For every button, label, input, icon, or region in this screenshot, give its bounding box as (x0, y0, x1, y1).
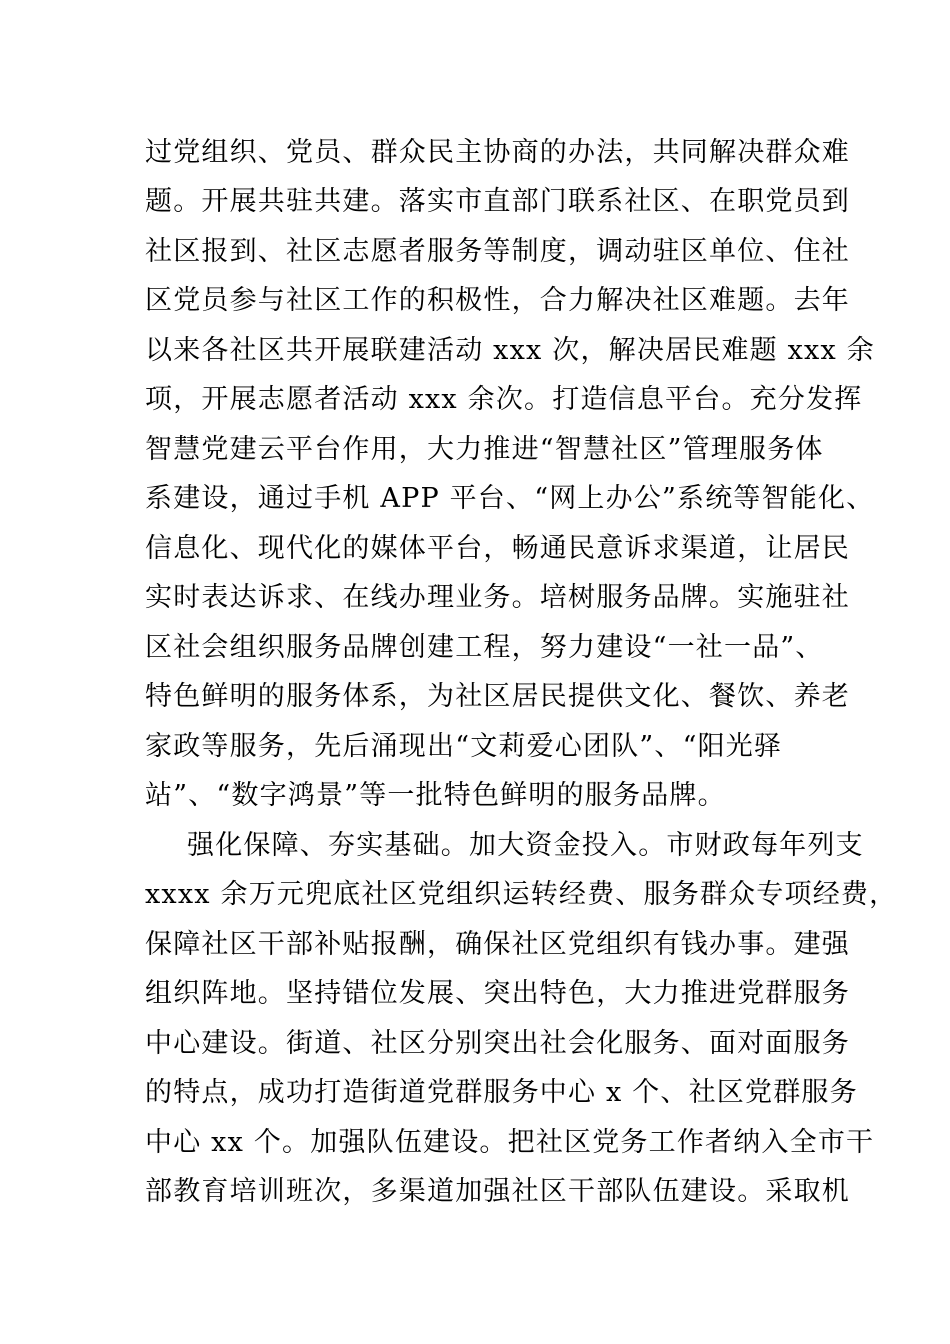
text-line: 家政等服务，先后涌现出“文莉爱心团队”、“阳光驿 (145, 731, 783, 762)
text-line: 区社会组织服务品牌创建工程，努力建设“一社一品”、 (145, 632, 824, 663)
text-line: 智慧党建云平台作用，大力推进“智慧社区”管理服务体 (145, 434, 824, 465)
text-line: 区党员参与社区工作的积极性，合力解决社区难题。去年 (145, 285, 850, 316)
text-line: 以来各社区共开展联建活动 xxx 次，解决居民难题 xxx 余 (145, 335, 875, 366)
text-line: 中心建设。街道、社区分别突出社会化服务、面对面服务 (145, 1028, 850, 1059)
text-line: 系建设，通过手机 APP 平台、“网上办公”系统等智能化、 (145, 483, 875, 514)
text-line: 项，开展志愿者活动 xxx 余次。打造信息平台。充分发挥 (145, 384, 863, 415)
text-line: 题。开展共驻共建。落实市直部门联系社区、在职党员到 (145, 186, 850, 217)
text-line: xxxx 余万元兜底社区党组织运转经费、服务群众专项经费， (145, 879, 898, 910)
text-line: 部教育培训班次，多渠道加强社区干部队伍建设。采取机 (145, 1176, 850, 1207)
text-line: 特色鲜明的服务体系，为社区居民提供文化、餐饮、养老 (145, 681, 850, 712)
text-line: 中心 xx 个。加强队伍建设。把社区党务工作者纳入全市干 (145, 1127, 875, 1158)
text-line: 的特点，成功打造街道党群服务中心 x 个、社区党群服务 (145, 1077, 858, 1108)
text-line: 过党组织、党员、群众民主协商的办法，共同解决群众难 (145, 137, 850, 168)
text-line: 实时表达诉求、在线办理业务。培树服务品牌。实施驻社 (145, 582, 850, 613)
paragraph-first-line: 强化保障、夯实基础。加大资金投入。市财政每年列支 (187, 830, 864, 861)
text-line: 组织阵地。坚持错位发展、突出特色，大力推进党群服务 (145, 978, 850, 1009)
text-line: 保障社区干部补贴报酬，确保社区党组织有钱办事。建强 (145, 929, 850, 960)
text-line: 信息化、现代化的媒体平台，畅通民意诉求渠道，让居民 (145, 533, 850, 564)
text-line: 站”、“数字鸿景”等一批特色鲜明的服务品牌。 (145, 780, 726, 811)
text-line: 社区报到、社区志愿者服务等制度，调动驻区单位、住社 (145, 236, 850, 267)
